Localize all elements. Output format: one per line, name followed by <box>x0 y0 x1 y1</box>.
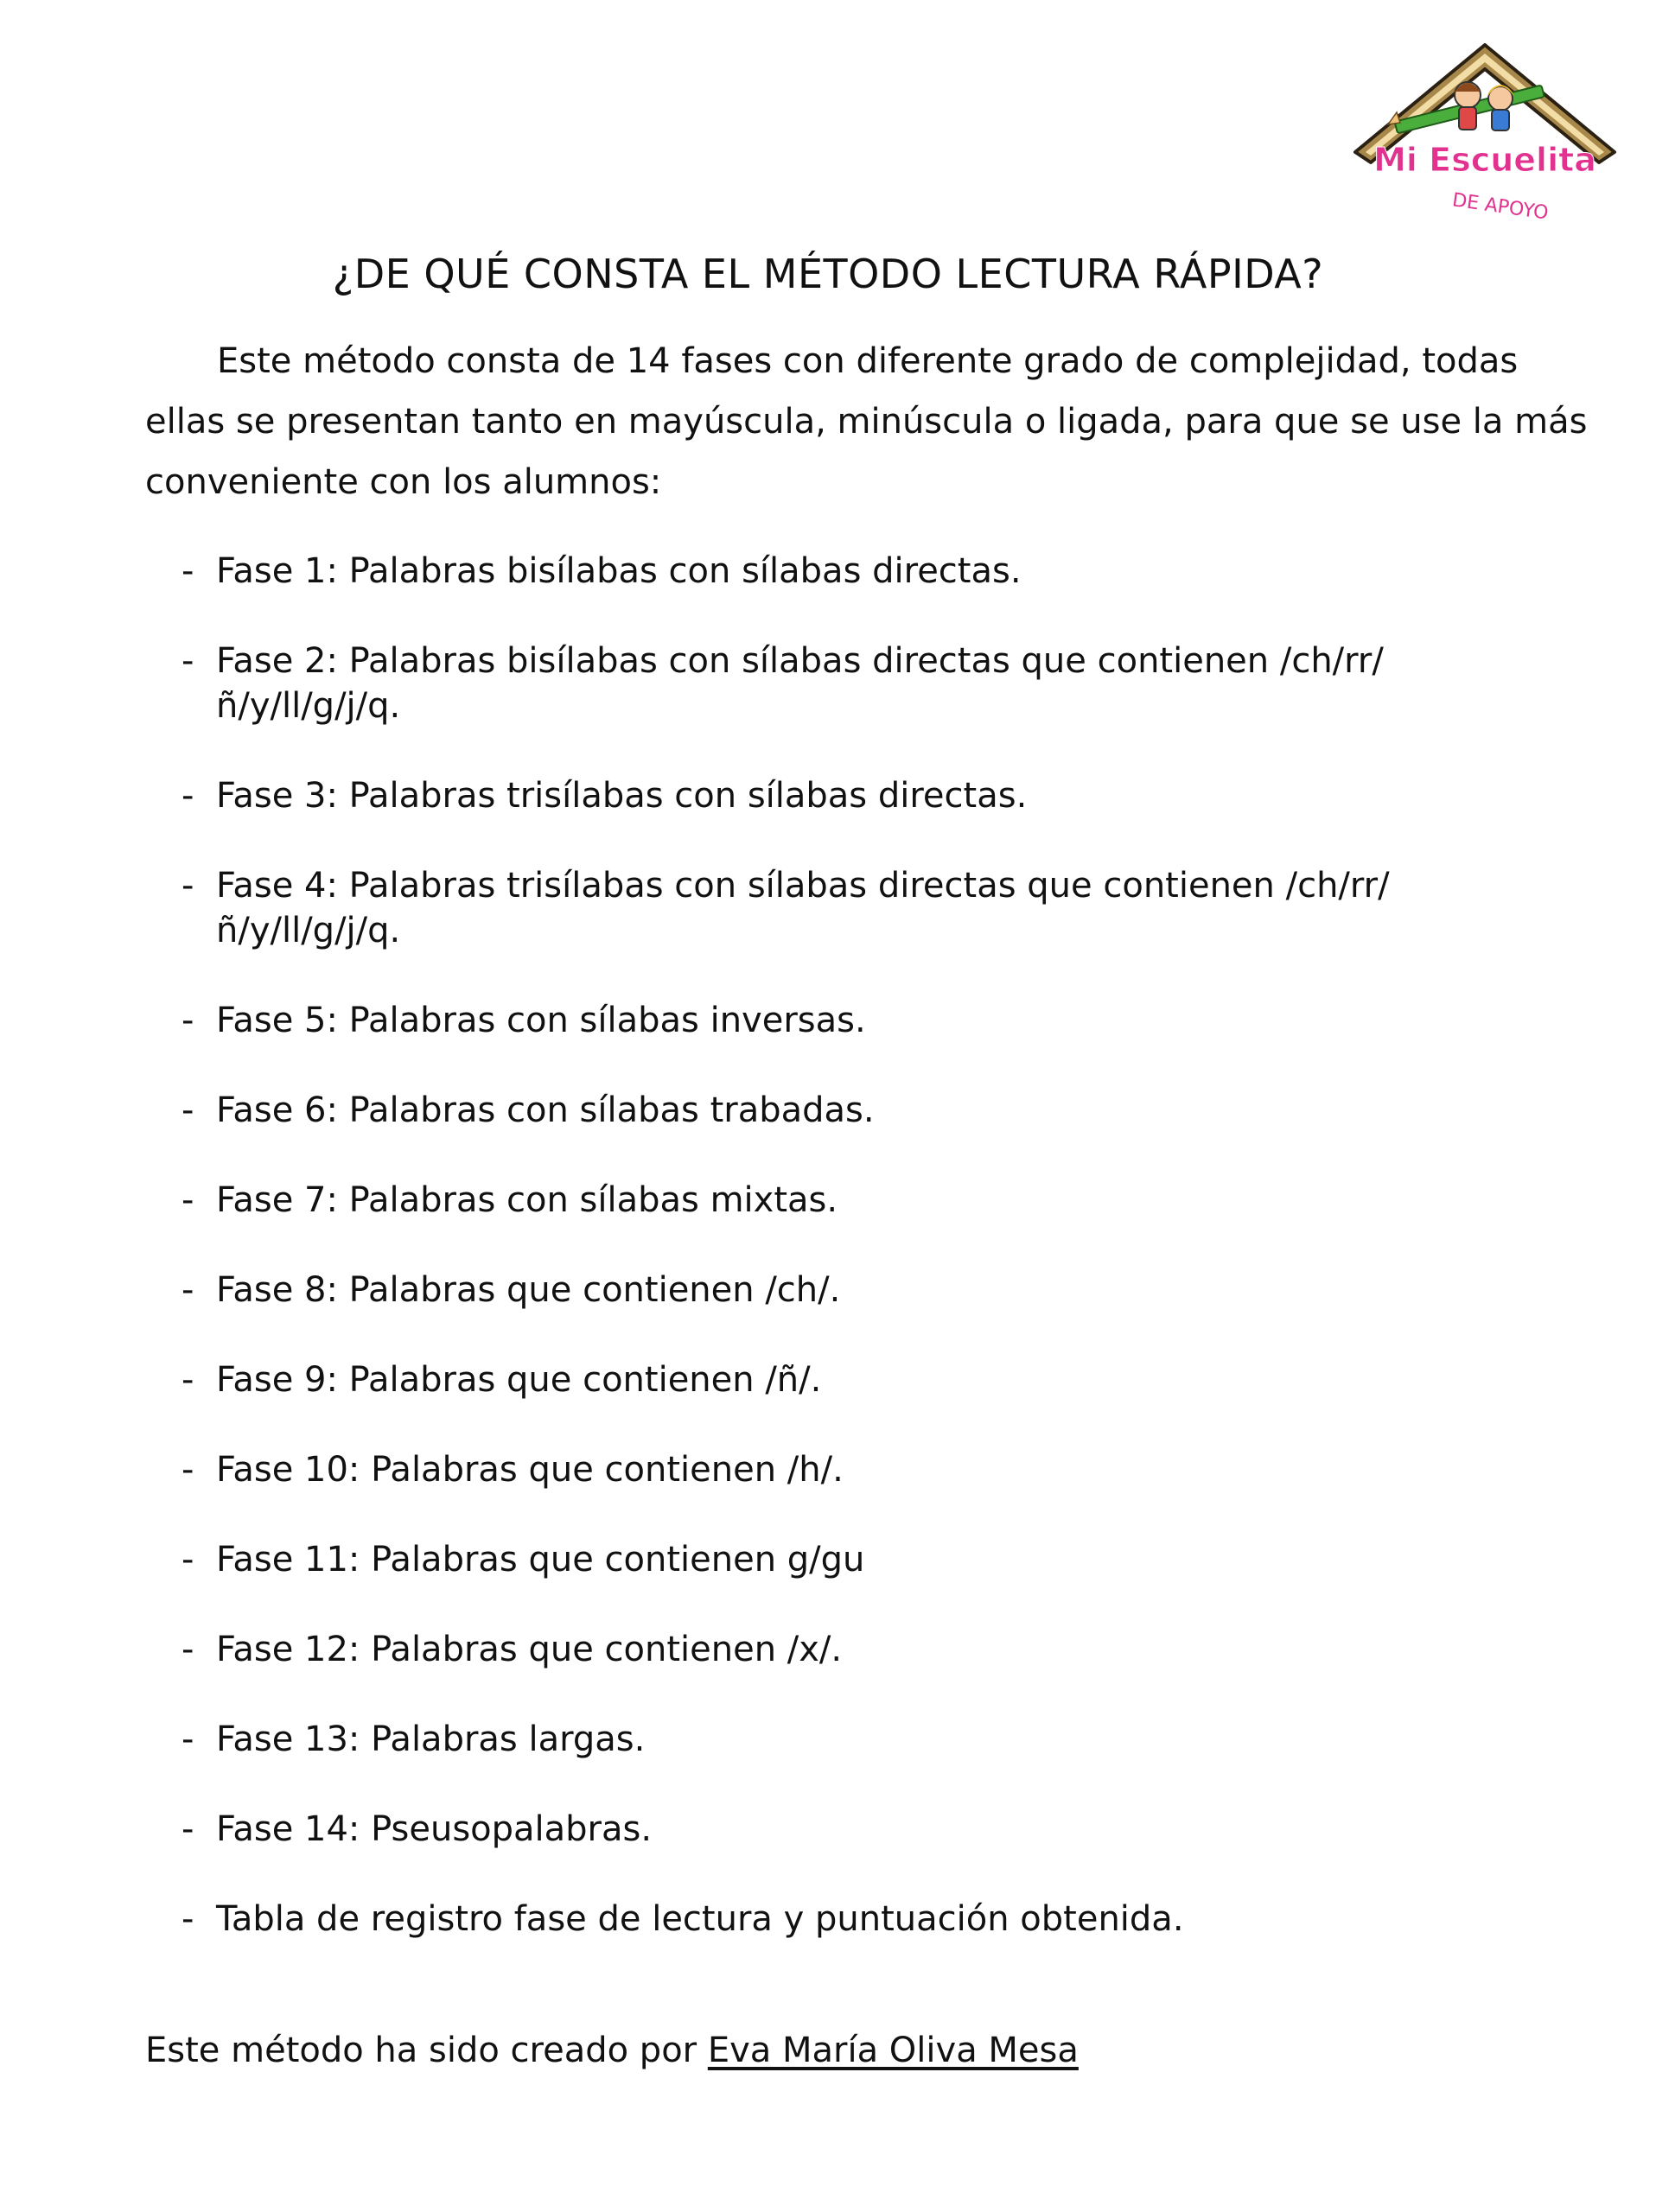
phase-item <box>182 863 1564 953</box>
phase-item <box>182 773 1564 818</box>
phase-item <box>182 1088 1564 1133</box>
list-dash: - <box>182 1360 194 1400</box>
phase-label: Fase 4: Palabras trisílabas con sílabas directas que contienen /ch/rr/ñ/y/ll/g/j/q. <box>216 866 1390 950</box>
phase-label: Fase 3: Palabras trisílabas con sílabas directas. <box>216 776 1028 816</box>
logo-name-text: Mi Escuelita <box>1373 141 1596 179</box>
phase-item <box>182 1717 1564 1762</box>
page-title: ¿DE QUÉ CONSTA EL MÉTODO LECTURA RÁPIDA? <box>332 251 1324 297</box>
phase-item <box>182 1178 1564 1223</box>
list-dash: - <box>182 1450 194 1490</box>
phase-label: Fase 5: Palabras con sílabas inversas. <box>216 1001 866 1040</box>
list-dash: - <box>182 1001 194 1040</box>
phase-item <box>182 1357 1564 1402</box>
phase-label: Fase 10: Palabras que contienen /h/. <box>216 1450 844 1490</box>
phase-label: Fase 13: Palabras largas. <box>216 1719 646 1759</box>
phase-item <box>182 1268 1564 1313</box>
list-dash: - <box>182 1090 194 1130</box>
list-dash: - <box>182 1809 194 1849</box>
phase-item <box>182 639 1564 728</box>
intro-paragraph: Este método consta de 14 fases con diferente grado de complejidad, todas ellas se presentan tanto en mayúscula, minúscula o ligada, para que se use la más conveniente con los alumnos: <box>145 341 1588 502</box>
phase-label: Fase 7: Palabras con sílabas mixtas. <box>216 1180 838 1220</box>
phase-item <box>182 1807 1564 1852</box>
phase-label: Fase 6: Palabras con sílabas trabadas. <box>216 1090 875 1130</box>
list-dash: - <box>182 866 194 906</box>
phase-label: Fase 1: Palabras bisílabas con sílabas directas. <box>216 551 1022 591</box>
list-dash: - <box>182 1630 194 1669</box>
phase-label: Fase 8: Palabras que contienen /ch/. <box>216 1270 841 1310</box>
phase-item <box>182 1447 1564 1492</box>
mi-escuelita-logo <box>1347 41 1623 227</box>
list-dash: - <box>182 1540 194 1580</box>
phase-label: Tabla de registro fase de lectura y puntuación obtenida. <box>216 1899 1184 1939</box>
phase-label: Fase 12: Palabras que contienen /x/. <box>216 1630 843 1669</box>
logo-sub-text: DE APOYO <box>1450 189 1550 225</box>
phase-label: Fase 14: Pseusopalabras. <box>216 1809 653 1849</box>
list-dash: - <box>182 1899 194 1939</box>
phase-item <box>182 1537 1564 1582</box>
phase-item <box>182 998 1564 1043</box>
phase-item <box>182 549 1564 594</box>
list-dash: - <box>182 776 194 816</box>
phase-label: Fase 11: Palabras que contienen g/gu <box>216 1540 865 1580</box>
phase-item <box>182 1627 1564 1672</box>
author-credit <box>145 2031 1079 2070</box>
list-dash: - <box>182 1270 194 1310</box>
list-dash: - <box>182 1719 194 1759</box>
list-dash: - <box>182 551 194 591</box>
phase-label: Fase 2: Palabras bisílabas con sílabas directas que contienen /ch/rr/ñ/y/ll/g/j/q. <box>216 641 1384 726</box>
list-dash: - <box>182 641 194 681</box>
phase-item <box>182 1897 1564 1942</box>
phase-label: Fase 9: Palabras que contienen /ñ/. <box>216 1360 822 1400</box>
phase-list <box>182 549 1564 1986</box>
credit-prefix: Este método ha sido creado por <box>145 2031 697 2070</box>
author-name: Eva María Oliva Mesa <box>707 2031 1079 2070</box>
list-dash: - <box>182 1180 194 1220</box>
